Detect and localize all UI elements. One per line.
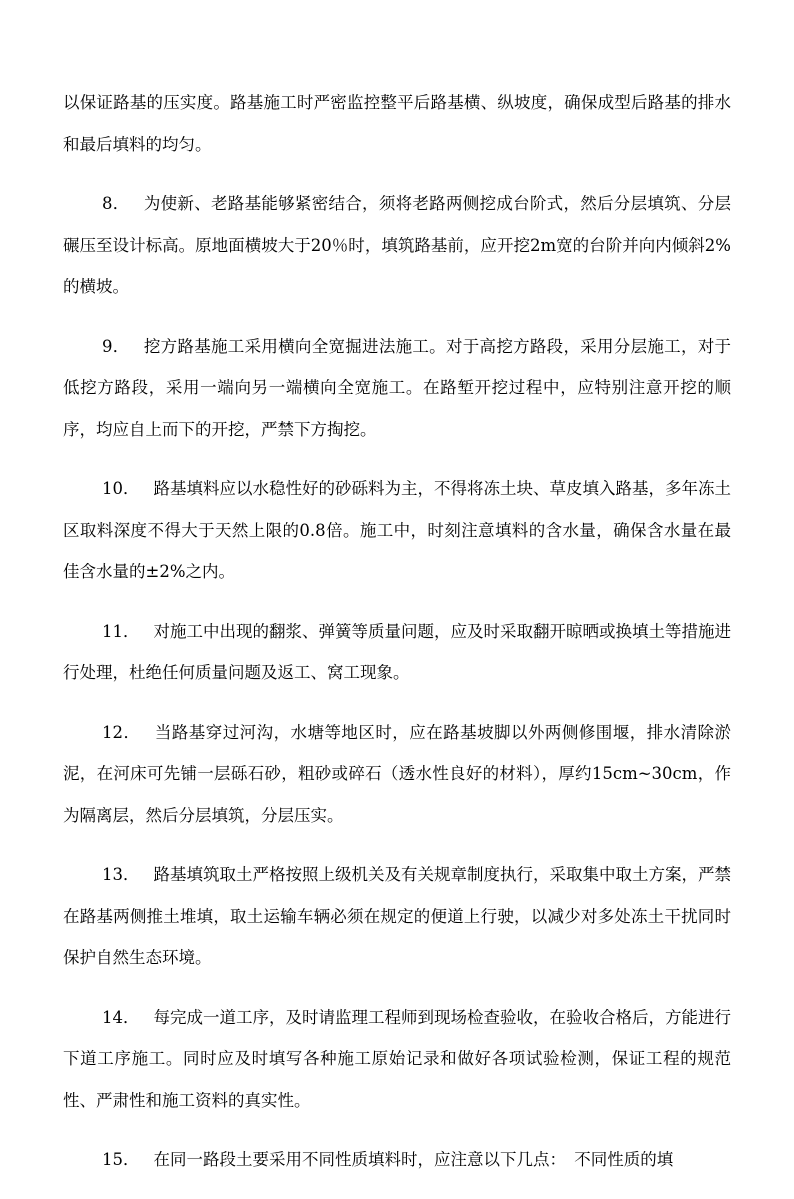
paragraph-text: 为使新、老路基能够紧密结合，须将老路两侧挖成台阶式，然后分层填筑、分层碾压至设计标高。原地面横坡大于20％时，填筑路基前，应开挖2m宽的台阶并向内倾斜2%的横坡。 [63,194,732,296]
paragraph-text: 在同一路段土要采用不同性质填料时，应注意以下几点： 不同性质的填 [153,1150,674,1169]
paragraph-number: 13． [102,865,140,884]
paragraph-number: 12． [102,722,141,742]
paragraph-text: 对施工中出现的翻浆、弹簧等质量问题，应及时采取翻开晾晒或换填土等措施进行处理，杜绝任何质量问题及返工、窝工现象。 [63,621,731,682]
paragraph-item-13 [63,854,731,979]
paragraph-item-14 [63,997,731,1122]
paragraph-number: 10． [102,479,140,498]
paragraph-number: 15． [102,1150,140,1169]
paragraph-text: 挖方路基施工采用横向全宽掘进法施工。对于高挖方路段，采用分层施工，对于低挖方路段，采用一端向另一端横向全宽施工。在路堑开挖过程中，应特别注意开挖的顺序，均应自上而下的开挖，严禁下方掏挖。 [63,336,732,439]
paragraph-text: 路基填料应以水稳性好的砂砾料为主，不得将冻土块、草皮填入路基，多年冻土区取料深度不得大于天然上限的0.8倍。施工中，时刻注意填料的含水量，确保含水量在最佳含水量的±2%之内。 [63,479,731,581]
paragraph-number: 14． [102,1007,140,1027]
document-body [63,82,731,1199]
paragraph-item-10 [63,468,731,593]
paragraph-text: 每完成一道工序，及时请监理工程师到现场检查验收，在验收合格后，方能进行下道工序施工。同时应及时填写各种施工原始记录和做好各项试验检测，保证工程的规范性、严肃性和施工资料的真实性。 [63,1007,731,1110]
paragraph-number: 8． [102,194,130,213]
paragraph-item-12 [63,712,731,837]
paragraph-text: 以保证路基的压实度。路基施工时严密监控整平后路基横、纵坡度，确保成型后路基的排水和最后填料的均匀。 [63,93,731,154]
paragraph-continuation [63,82,731,165]
paragraph-item-8 [63,183,731,308]
paragraph-text: 路基填筑取土严格按照上级机关及有关规章制度执行，采取集中取土方案，严禁在路基两侧推土堆填，取土运输车辆必须在规定的便道上行驶，以减少对多处冻土干扰同时保护自然生态环境。 [63,865,731,967]
paragraph-item-11 [63,611,731,694]
paragraph-item-15 [63,1139,731,1181]
paragraph-number: 9． [102,336,130,356]
paragraph-text: 当路基穿过河沟，水塘等地区时，应在路基坡脚以外两侧修围堰，排水清除淤泥，在河床可先铺一层砾石砂，粗砂或碎石（透水性良好的材料），厚约15cm~30cm，作为隔离层，然后分层填筑，分层压实。 [63,722,732,825]
paragraph-item-9 [63,326,731,451]
paragraph-number: 11． [102,621,140,641]
